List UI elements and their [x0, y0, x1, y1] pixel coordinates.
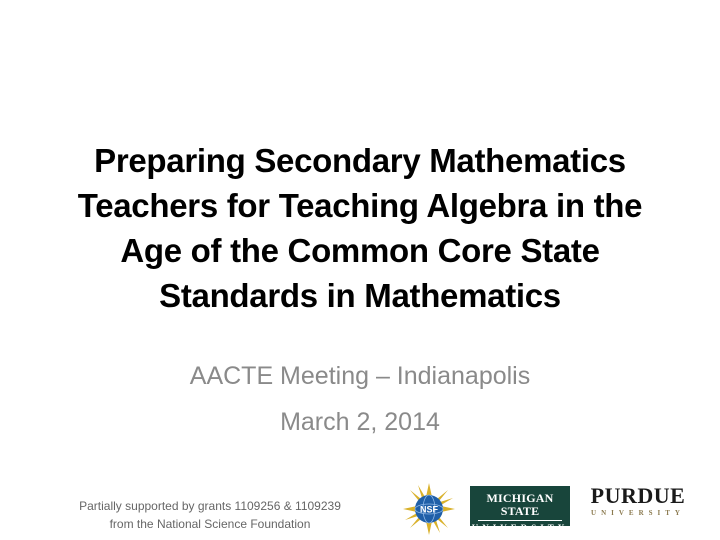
footnote-line-2: from the National Science Foundation: [109, 517, 311, 531]
purdue-logo-line-2: UNIVERSITY: [591, 509, 685, 517]
nsf-logo-icon: [403, 483, 455, 535]
title-line-1: Preparing Secondary Mathematics: [94, 142, 626, 179]
subtitle-meeting: AACTE Meeting – Indianapolis: [189, 362, 531, 390]
title-line-2: Teachers for Teaching Algebra in the: [77, 187, 643, 224]
purdue-logo: [590, 484, 686, 528]
title-line-3: Age of the Common Core State: [120, 232, 600, 269]
msu-logo-divider: [478, 520, 562, 521]
subtitle-date: March 2, 2014: [280, 408, 440, 436]
nsf-globe-icon: [403, 483, 455, 535]
slide-title: [40, 138, 680, 318]
nsf-logo-text: NSF: [420, 504, 438, 515]
title-line-4: Standards in Mathematics: [159, 277, 561, 314]
grant-footnote: [30, 497, 390, 533]
footnote-line-1: Partially supported by grants 1109256 & 1109239: [79, 499, 341, 513]
msu-logo: [470, 486, 570, 533]
purdue-logo-line-1: PURDUE: [590, 483, 686, 508]
msu-logo-line-2: UNIVERSITY: [471, 523, 569, 533]
msu-logo-line-1: MICHIGAN STATE: [486, 491, 554, 518]
